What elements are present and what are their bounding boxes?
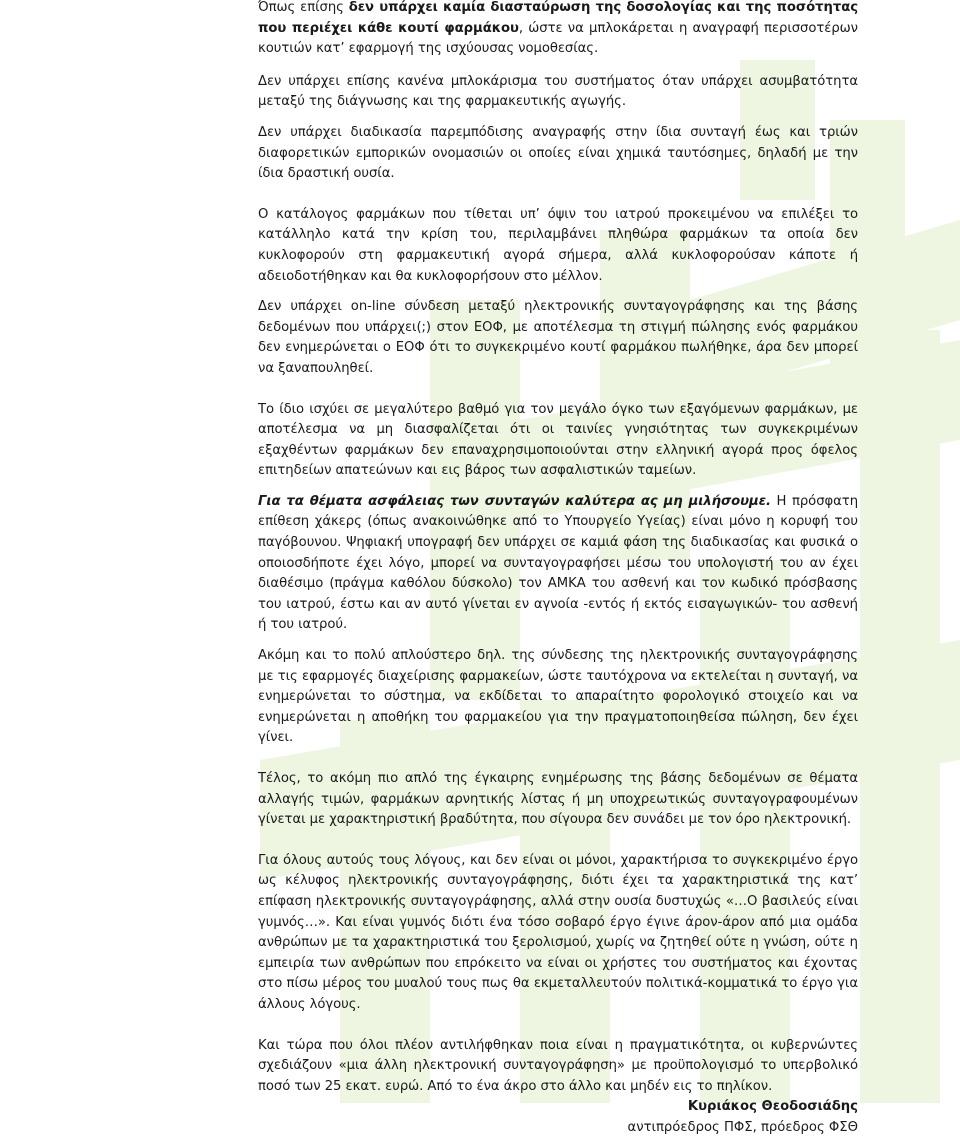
signature-title: αντιπρόεδρος ΠΦΣ, πρόεδρος ΦΣΘ xyxy=(627,1119,858,1135)
paragraph-drug-catalog: Ο κατάλογος φαρμάκων που τίθεται υπ’ όψιν του ιατρού προκειμένου να επιλέξει το κατάλληλο κατά την κρίση του, περιλαμβάνει πληθώρα φαρμάκων τα οποία δεν κυκλοφορούν στη φαρμακευτική αγορά σήμερα, αλλά κυκλοφορούσαν κάποτε ή αδειοδοτήθηκαν και θα κυκλοφορήσουν στο μέλλον. xyxy=(258,206,858,284)
paragraph-text: , ώστε να μπλοκάρεται η αναγραφή περισσοτέρων κουτιών κατ’ εφαρμογή της ισχύουσας νομοθεσίας. xyxy=(258,20,858,57)
paragraph-security xyxy=(258,492,858,636)
paragraph-eof-connection: Δεν υπάρχει on-line σύνδεση μεταξύ ηλεκτρονικής συνταγογράφησης και της βάσης δεδομένων που υπάρχει(;) στον ΕΟΦ, με αποτέλεσμα τη στιγμή πώλησης ενός φαρμάκου δεν ενημερώνεται ο ΕΟΦ ότι το συγκεκριμένο κουτί φαρμάκου πωλήθηκε, άρα δεν μπορεί να ξαναπουληθεί. xyxy=(258,299,858,376)
paragraph-exports: Το ίδιο ισχύει σε μεγαλύτερο βαθμό για τον μεγάλο όγκο των εξαγόμενων φαρμάκων, με αποτέλεσμα να μη διασφαλίζεται ότι οι ταινίες γνησιότητας των συγκεκριμένων εξαχθέντων φαρμάκων δεν επαναχρησιμοποιούνται στην ελληνική αγορά προς όφελος επιτηδείων απατεώνων και εις βάρος των ασφαλιστικών ταμείων. xyxy=(258,401,858,479)
paragraph-prescription-names: Δεν υπάρχει διαδικασία παρεμπόδισης αναγραφής στην ίδια συνταγή έως και τριών διαφορετικών εμπορικών ονομασιών οι οποίες είναι χημικά ταυτόσημες, δηλαδή με την ίδια δραστική ουσία. xyxy=(258,124,858,182)
paragraph-text: Όπως επίσης xyxy=(258,0,349,15)
paragraph-text: Η πρόσφατη επίθεση χάκερς (όπως ανακοινώθηκε από το Υπουργείο Υγείας) είναι μόνο η κορυφή του παγόβουνου. Ψηφιακή υπογραφή δεν υπάρχει σε καμιά φάση της διαδικασίας και φυσικά ο οποιοσδήποτε έχει λόγο, μπορεί να συνταγογραφήσει μέσω του υπολογιστή του αν έχει διαθέσιμο (πράγμα καθόλου δύσκολο) τον ΑΜΚΑ του ασθενή και τον κωδικό πρόσβασης του ιατρού, έστω και αν αυτό γίνεται εν αγνοία -εντός ή εκτός εισαγωγικών- του ασθενή ή του ιατρού. xyxy=(258,493,858,633)
paragraph-dosage xyxy=(258,0,858,60)
paragraph-conclusion: Για όλους αυτούς τους λόγους, και δεν είναι οι μόνοι, χαρακτήρισα το συγκεκριμένο έργο ως κέλυφος ηλεκτρονικής συνταγογράφησης, διότι έχει τα χαρακτηριστικά της κατ’ επίφαση ηλεκτρονικής συνταγογράφησης, αλλά στην ουσία δυστυχώς «…Ο βασιλεύς είναι γυμνός…». Και είναι γυμνός διότι ένα τόσο σοβαρό έργο έγινε άρον-άρον από μια ομάδα ανθρώπων με τα χαρακτηριστικά του ξερολισμού, χωρίς να ζητηθεί ούτε η γνώση, ούτε η εμπειρία των ανθρώπων που επρόκειτο να είναι οι χρήστες του συστήματος και έχοντας στο πίσω μέρος του μυαλού τους πως θα εκμεταλλευτούν πολιτικά-κομματικά το έργο για άλλους λόγους. xyxy=(258,852,858,1012)
signature-name: Κυριάκος Θεοδοσιάδης xyxy=(687,1099,858,1115)
paragraph-database-updates: Τέλος, το ακόμη πιο απλό της έγκαιρης ενημέρωσης της βάσης δεδομένων σε θέματα αλλαγής τιμών, φαρμάκων αρνητικής λίστας ή μη υποχρεωτικώς συνταγογραφουμένων γίνεται με χαρακτηριστική βραδύτητα, που σίγουρα δεν συνάδει με τον όρο ηλεκτρονική. xyxy=(258,771,858,828)
bold-emphasis: δεν υπάρχει καμία διασταύρωση της δοσολογίας και της ποσότητας που περιέχει κάθε κουτί φαρμάκου xyxy=(258,0,858,36)
paragraph-pharmacy-apps: Ακόμη και το πολύ απλούστερο δηλ. της σύνδεσης της ηλεκτρονικής συνταγογράφησης με τις εφαρμογές διαχείρισης φαρμακείων, ώστε ταυτόχρονα να εκτελείται η συνταγή, να ενημερώνεται το σύστημα, να εκδίδεται το απαραίτητο φορολογικό στοιχείο και να ενημερώνεται η αποθήκη του φαρμακείου για την πραγματοποιηθείσα πώληση, δεν έχει γίνει. xyxy=(258,648,858,746)
paragraph-diagnosis: Δεν υπάρχει επίσης κανένα μπλοκάρισμα του συστήματος όταν υπάρχει ασυμβατότητα μεταξύ της διάγνωσης και της φαρμακευτικής αγωγής. xyxy=(258,73,858,110)
article-body xyxy=(258,0,858,1139)
bold-italic-emphasis: Για τα θέματα ασφάλειας των συνταγών καλύτερα ας μη μιλήσουμε. xyxy=(258,493,771,509)
paragraph-closing: Και τώρα που όλοι πλέον αντιλήφθηκαν ποια είναι η πραγματικότητα, οι κυβερνώντες σχεδιάζουν «μια άλλη ηλεκτρονική συνταγογράφηση» με προϋπολογισμό το υπερβολικό ποσό των 25 εκατ. ευρώ. Από το ένα άκρο στο άλλο και μηδέν εις το πηλίκον. xyxy=(258,1037,858,1094)
